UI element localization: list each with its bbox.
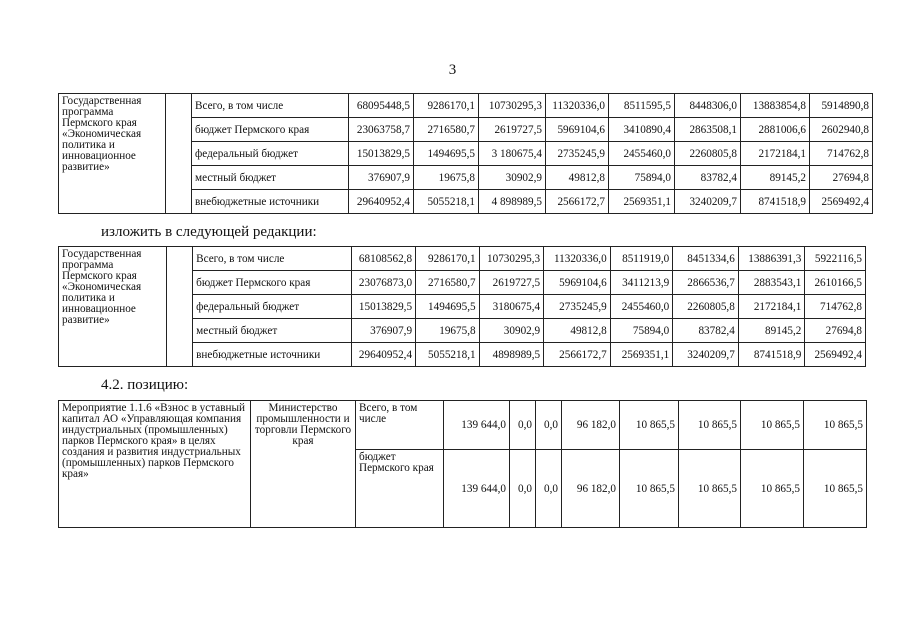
- value-cell: 8741518,9: [741, 190, 810, 214]
- value-cell: 11320336,0: [546, 94, 609, 118]
- value-cell: 19675,8: [414, 166, 479, 190]
- program-name-cell: Государственная программа Пермского края «Экономическая политика и инновационное развитие»: [59, 94, 166, 214]
- value-cell: 8511595,5: [609, 94, 675, 118]
- section-heading-position: 4.2. позицию:: [101, 377, 189, 393]
- value-cell: 10 865,5: [620, 450, 679, 528]
- value-cell: 0,0: [536, 401, 562, 450]
- value-cell: 5055218,1: [414, 190, 479, 214]
- row-label-cell: Всего, в том числе: [193, 247, 351, 271]
- value-cell: 2455460,0: [609, 142, 675, 166]
- value-cell: 49812,8: [544, 319, 611, 343]
- value-cell: 68108562,8: [351, 247, 416, 271]
- row-label-cell: бюджет Пермского края: [192, 118, 349, 142]
- value-cell: 2566172,7: [544, 343, 611, 367]
- measure-name-cell: Мероприятие 1.1.6 «Взнос в уставный капитал АО «Управляющая компания индустриальных (промышленных) парков Пермского края» в целях создания и развития индустриальных (промышленных) парков Пермского края»: [59, 401, 251, 528]
- value-cell: 1494695,5: [414, 142, 479, 166]
- value-cell: 49812,8: [546, 166, 609, 190]
- value-cell: 8448306,0: [675, 94, 741, 118]
- section-heading-new-edition: изложить в следующей редакции:: [101, 224, 317, 240]
- value-cell: 376907,9: [351, 319, 416, 343]
- blank-cell: [166, 94, 192, 214]
- value-cell: 83782,4: [673, 319, 739, 343]
- value-cell: 139 644,0: [444, 450, 510, 528]
- value-cell: 2735245,9: [546, 142, 609, 166]
- value-cell: 23076873,0: [351, 271, 416, 295]
- program-funding-table-old: [58, 93, 873, 214]
- value-cell: 13883854,8: [741, 94, 810, 118]
- value-cell: 9286170,1: [414, 94, 479, 118]
- row-label-cell: Всего, в том числе: [192, 94, 349, 118]
- value-cell: 2455460,0: [610, 295, 673, 319]
- value-cell: 10 865,5: [679, 450, 741, 528]
- value-cell: 0,0: [536, 450, 562, 528]
- row-label-cell: внебюджетные источники: [193, 343, 351, 367]
- value-cell: 376907,9: [349, 166, 414, 190]
- value-cell: 8511919,0: [610, 247, 673, 271]
- table-row: [59, 247, 866, 271]
- value-cell: 2863508,1: [675, 118, 741, 142]
- value-cell: 5055218,1: [416, 343, 480, 367]
- value-cell: 10 865,5: [679, 401, 741, 450]
- value-cell: 2172184,1: [741, 142, 810, 166]
- value-cell: 8451334,6: [673, 247, 739, 271]
- value-cell: 2883543,1: [738, 271, 805, 295]
- value-cell: 89145,2: [741, 166, 810, 190]
- value-cell: 2569492,4: [810, 190, 873, 214]
- value-cell: 68095448,5: [349, 94, 414, 118]
- value-cell: 10730295,3: [479, 247, 544, 271]
- value-cell: 5914890,8: [810, 94, 873, 118]
- value-cell: 75894,0: [610, 319, 673, 343]
- value-cell: 29640952,4: [349, 190, 414, 214]
- value-cell: 27694,8: [810, 166, 873, 190]
- value-cell: 75894,0: [609, 166, 675, 190]
- value-cell: 10 865,5: [741, 401, 804, 450]
- value-cell: 4 898989,5: [479, 190, 546, 214]
- value-cell: 19675,8: [416, 319, 480, 343]
- value-cell: 3240209,7: [673, 343, 739, 367]
- value-cell: 4898989,5: [479, 343, 544, 367]
- value-cell: 2610166,5: [805, 271, 866, 295]
- row-label-cell: местный бюджет: [192, 166, 349, 190]
- value-cell: 2569351,1: [610, 343, 673, 367]
- value-cell: 3180675,4: [479, 295, 544, 319]
- value-cell: 10 865,5: [620, 401, 679, 450]
- program-funding-table-new: [58, 246, 866, 367]
- value-cell: 83782,4: [675, 166, 741, 190]
- value-cell: 29640952,4: [351, 343, 416, 367]
- row-label-cell: федеральный бюджет: [192, 142, 349, 166]
- value-cell: 5969104,6: [544, 271, 611, 295]
- value-cell: 5922116,5: [805, 247, 866, 271]
- blank-cell: [166, 247, 192, 367]
- value-cell: 10 865,5: [741, 450, 804, 528]
- value-cell: 3240209,7: [675, 190, 741, 214]
- table-row: [59, 401, 867, 450]
- value-cell: 10730295,3: [479, 94, 546, 118]
- value-cell: 2716580,7: [416, 271, 480, 295]
- value-cell: 11320336,0: [544, 247, 611, 271]
- value-cell: 2602940,8: [810, 118, 873, 142]
- value-cell: 2735245,9: [544, 295, 611, 319]
- value-cell: 96 182,0: [562, 401, 620, 450]
- value-cell: 2260805,8: [673, 295, 739, 319]
- table-row: [59, 94, 873, 118]
- value-cell: 2172184,1: [738, 295, 805, 319]
- value-cell: 3410890,4: [609, 118, 675, 142]
- value-cell: 96 182,0: [562, 450, 620, 528]
- value-cell: 5969104,6: [546, 118, 609, 142]
- value-cell: 10 865,5: [804, 401, 867, 450]
- value-cell: 0,0: [510, 401, 536, 450]
- value-cell: 27694,8: [805, 319, 866, 343]
- value-cell: 139 644,0: [444, 401, 510, 450]
- page-number: 3: [448, 62, 457, 78]
- value-cell: 714762,8: [810, 142, 873, 166]
- row-label-cell: бюджет Пермского края: [356, 450, 444, 528]
- value-cell: 30902,9: [479, 166, 546, 190]
- value-cell: 0,0: [510, 450, 536, 528]
- value-cell: 3411213,9: [610, 271, 673, 295]
- row-label-cell: местный бюджет: [193, 319, 351, 343]
- value-cell: 2569351,1: [609, 190, 675, 214]
- value-cell: 2619727,5: [479, 271, 544, 295]
- measure-funding-table: [58, 400, 867, 528]
- value-cell: 10 865,5: [804, 450, 867, 528]
- row-label-cell: бюджет Пермского края: [193, 271, 351, 295]
- value-cell: 30902,9: [479, 319, 544, 343]
- value-cell: 2619727,5: [479, 118, 546, 142]
- value-cell: 2881006,6: [741, 118, 810, 142]
- value-cell: 2716580,7: [414, 118, 479, 142]
- row-label-cell: Всего, в том числе: [356, 401, 444, 450]
- value-cell: 8741518,9: [738, 343, 805, 367]
- program-name-cell: Государственная программа Пермского края «Экономическая политика и инновационное развитие»: [59, 247, 167, 367]
- value-cell: 23063758,7: [349, 118, 414, 142]
- value-cell: 2569492,4: [805, 343, 866, 367]
- value-cell: 1494695,5: [416, 295, 480, 319]
- row-label-cell: внебюджетные источники: [192, 190, 349, 214]
- value-cell: 714762,8: [805, 295, 866, 319]
- value-cell: 2566172,7: [546, 190, 609, 214]
- row-label-cell: федеральный бюджет: [193, 295, 351, 319]
- value-cell: 2260805,8: [675, 142, 741, 166]
- value-cell: 13886391,3: [738, 247, 805, 271]
- value-cell: 89145,2: [738, 319, 805, 343]
- value-cell: 3 180675,4: [479, 142, 546, 166]
- value-cell: 15013829,5: [351, 295, 416, 319]
- value-cell: 15013829,5: [349, 142, 414, 166]
- value-cell: 9286170,1: [416, 247, 480, 271]
- executor-cell: Министерство промышленности и торговли Пермского края: [251, 401, 356, 528]
- value-cell: 2866536,7: [673, 271, 739, 295]
